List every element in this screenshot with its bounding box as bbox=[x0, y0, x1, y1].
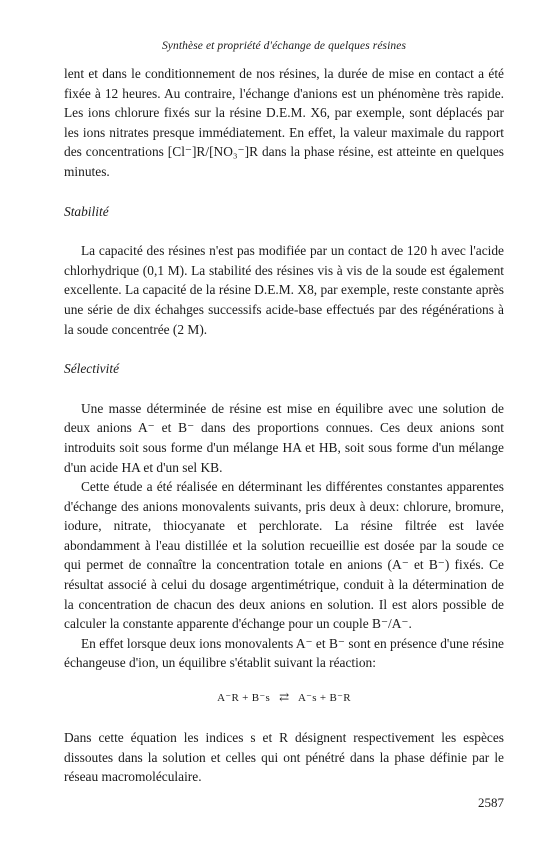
article-body bbox=[64, 64, 504, 787]
section-title-stabilite: Stabilité bbox=[64, 203, 109, 219]
selectivite-paragraph-3: En effet lorsque deux ions monovalents A⁻ et B⁻ sont en présence d'une résine échangeuse d'ion, un équilibre s'établit suivant la réaction: bbox=[64, 635, 504, 671]
stabilite-paragraph: La capacité des résines n'est pas modifiée par un contact de 120 h avec l'acide chlorhydrique (0,1 M). La stabilité des résines vis à vis de la soude est également excellente. La capacité de la résine D.E.M. X8, par exemple, reste constante après une série de dix échahges successifs acide-base effectués par des régénérations à la soude concentrée (2 M). bbox=[64, 243, 504, 337]
page-number: 2587 bbox=[478, 795, 504, 810]
selectivite-paragraph-2: Cette étude a été réalisée en déterminant les différentes constantes apparentes d'échange des anions monovalents suivants, pris deux à deux: chlorure, bromure, iodure, nitrate, thiocyanate et perchlorate. La résine filtrée est lavée abondamment à l'eau distillée et la solution recueillie est dosée par la soude ce qui permet de connaître la concentration totale en anions (A⁻ et B⁻) fixés. Ce résultat associé à celui du dosage argentimétrique, conduit à la détermination de la concentration de chacun des deux anions en solution. Il est alors possible de calculer la constante apparente d'échange pour un couple B⁻/A⁻. bbox=[64, 479, 504, 632]
running-head: Synthèse et propriété d'échange de quelques résines bbox=[161, 40, 407, 52]
equilibrium-arrow: ⇄ bbox=[279, 690, 290, 705]
equation-right: A⁻s + B⁻R bbox=[297, 692, 351, 705]
section-title-selectivite: Sélectivité bbox=[64, 361, 120, 377]
equation-left: A⁻R + B⁻s bbox=[217, 692, 271, 705]
intro-text-after: dans la phase résine, est atteinte en quelques minutes. bbox=[64, 144, 504, 179]
intro-paragraph bbox=[64, 64, 504, 182]
selectivite-paragraph-1: Une masse déterminée de résine est mise en équilibre avec une solution de deux anions A⁻ et B⁻ dans des proportions connues. Ces deux anions sont introduits soit sous forme d'un mélange HA et HB, soit sous forme d'un mélange d'un acide HA et d'un sel KB. bbox=[64, 400, 504, 475]
selectivite-paragraph-4: Dans cette équation les indices s et R désignent respectivement les espèces dissoutes dans la solution et celles qui ont pénétré dans la phase définie par le réseau macromoléculaire. bbox=[64, 730, 504, 785]
exchange-equation bbox=[64, 689, 504, 706]
concentration-ratio-formula: [Cl⁻]R/[NO₃⁻]R bbox=[167, 144, 259, 160]
intro-text-before: lent et dans le conditionnement de nos résines, la durée de mise en contact a été fixée à 12 heures. Au contraire, l'échange d'anions est un phénomène très rapide. Les ions chlorure fixés sur la résine D.E.M. X6, par exemple, sont déplacés par les ions nitrates presque immédiatement. En effet, la valeur maximale du rapport des concentrations bbox=[64, 66, 504, 160]
